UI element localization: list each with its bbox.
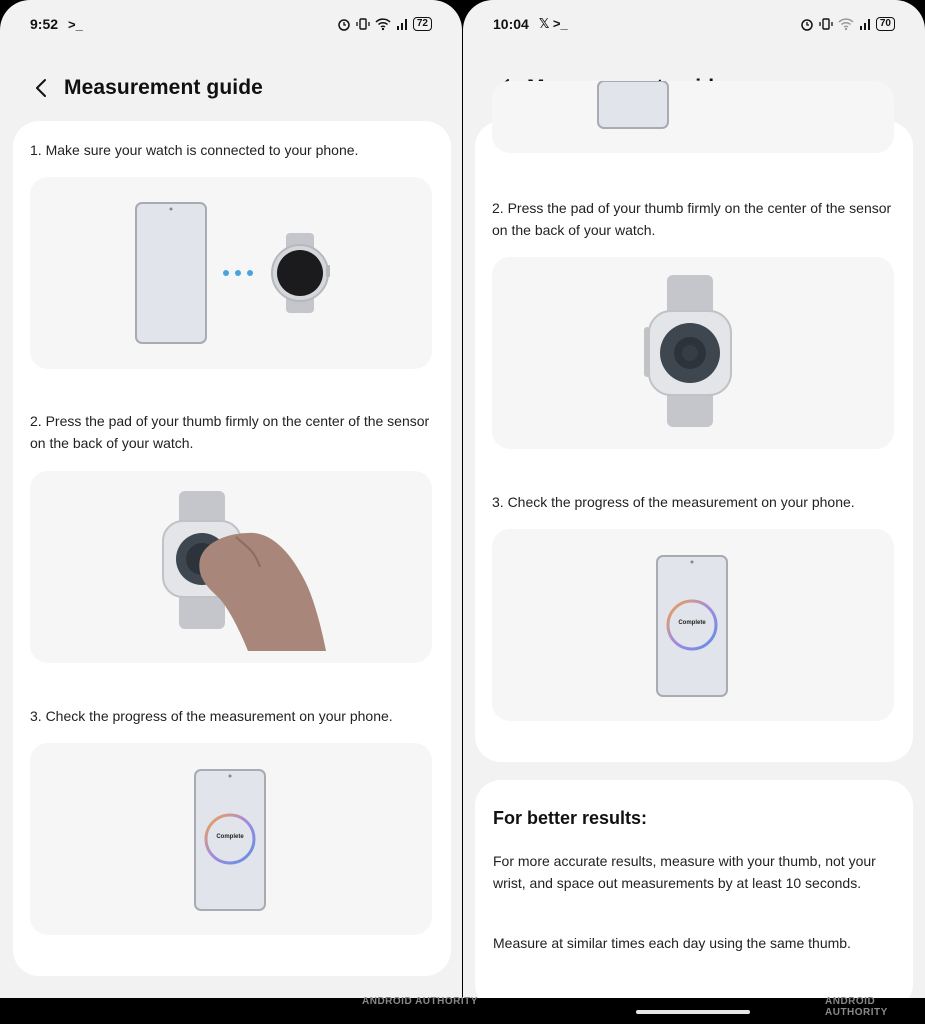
header [30, 70, 263, 106]
status-icons [800, 17, 895, 31]
step-2-illustration [30, 471, 432, 663]
step-3-illustration [30, 743, 432, 935]
signal-icon [859, 17, 871, 31]
step-1-illustration [30, 177, 432, 369]
status-time: 10:04 [493, 16, 529, 32]
step-2-text: 2. Press the pad of your thumb firmly on the center of the sensor on the back of your watch. [492, 200, 892, 238]
right-screen [463, 0, 925, 998]
step-2-illustration [492, 257, 894, 449]
watch-back-sensor-image [492, 257, 894, 449]
status-bar [30, 14, 432, 34]
phone-watch-connection-image [30, 177, 432, 369]
tips-paragraph-2: Measure at similar times each day using the same thumb. [493, 935, 851, 951]
battery-level: 72 [413, 17, 432, 31]
watermark-right: ANDROID AUTHORITY [825, 996, 888, 1018]
status-icons [337, 17, 432, 31]
signal-icon [396, 17, 408, 31]
terminal-icon: >_ [68, 16, 83, 32]
wifi-icon [838, 17, 854, 31]
step-1-illustration-partial [492, 81, 894, 153]
thumb-on-sensor-image [30, 471, 432, 663]
wifi-icon [375, 17, 391, 31]
step-3-illustration [492, 529, 894, 721]
step-2-text: 2. Press the pad of your thumb firmly on the center of the sensor on the back of your watch. [30, 413, 430, 451]
guide-card [13, 121, 451, 976]
tips-card [475, 780, 913, 998]
watermark-left: ANDROID AUTHORITY [362, 996, 478, 1007]
page-title: Measurement guide [64, 76, 263, 99]
status-time: 9:52 [30, 16, 59, 32]
gesture-bar-right[interactable] [636, 1010, 750, 1014]
alarm-icon [337, 17, 351, 31]
progress-label: Complete [216, 834, 244, 840]
tips-title: For better results: [493, 808, 648, 828]
phone-bottom-image [492, 81, 894, 153]
step-3-text: 3. Check the progress of the measurement on your phone. [492, 494, 855, 510]
status-bar [493, 14, 895, 34]
vibrate-icon [356, 17, 370, 31]
alarm-icon [800, 17, 814, 31]
back-arrow-icon[interactable] [30, 76, 54, 100]
x-terminal-icons: 𝕏 >_ [538, 16, 568, 31]
guide-card [475, 121, 913, 762]
step-1-text: 1. Make sure your watch is connected to your phone. [30, 142, 359, 158]
left-screen [0, 0, 462, 998]
vibrate-icon [819, 17, 833, 31]
progress-label: Complete [678, 620, 706, 626]
battery-level: 70 [876, 17, 895, 31]
tips-paragraph-1: For more accurate results, measure with your thumb, not your wrist, and space out measurements by at least 10 seconds. [493, 853, 876, 891]
step-3-text: 3. Check the progress of the measurement on your phone. [30, 708, 393, 724]
